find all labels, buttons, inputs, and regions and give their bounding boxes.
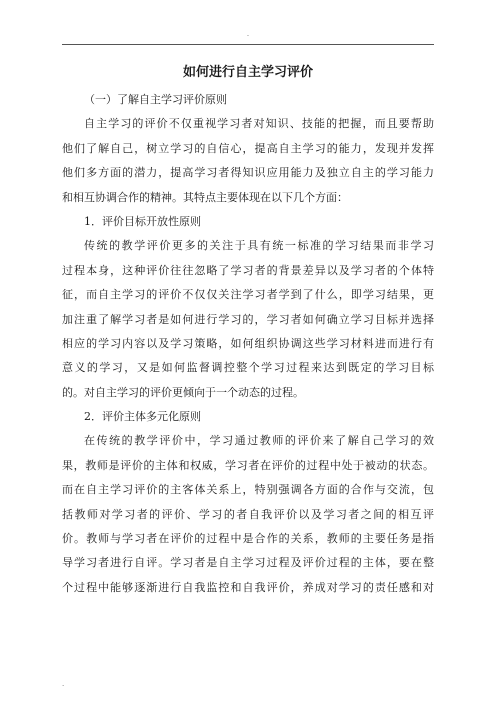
paragraph-line: 和相互协调合作的精神。其特点主要体现在以下几个方面： <box>62 190 348 204</box>
paragraph-line: 果，教师是评价的主体和权威，学习者在评价的过程中处于被动的状态。 <box>62 458 434 472</box>
paragraph-line: 他们多方面的潜力，提高学习者得知识应用能力及独立自主的学习能力 <box>62 166 434 180</box>
paragraph-line: 意义的学习，又是如何监督调控整个学习过程来达到既定的学习目标 <box>62 361 434 375</box>
footer-mark: . <box>62 680 65 688</box>
paragraph-line: 导学习者进行自评。学习者是自主学习过程及评价过程的主体，要在整 <box>62 556 434 570</box>
subsection-heading: 1．评价目标开放性原则 <box>84 214 201 228</box>
paragraph-line: 加注重了解学习者是如何进行学习的，学习者如何确立学习目标并选择 <box>62 312 434 326</box>
paragraph-line: 个过程中能够逐渐进行自我监控和自我评价，养成对学习的责任感和对 <box>62 580 434 594</box>
document-title: 如何进行自主学习评价 <box>182 65 313 80</box>
header-mark: . <box>246 30 250 38</box>
paragraph-line: 在传统的教学评价中，学习通过教师的评价来了解自己学习的效 <box>84 434 434 448</box>
paragraph-line: 价。教师与学习者在评价的过程中是合作的关系，教师的主要任务是指 <box>62 532 434 546</box>
header-rule <box>62 44 434 45</box>
paragraph-line: 而在自主学习评价的主客体关系上，特别强调各方面的合作与交流，包 <box>62 483 434 497</box>
document-body <box>62 62 434 600</box>
paragraph-line: 传统的教学评价更多的关注于具有统一标准的学习结果而非学习 <box>84 239 434 253</box>
paragraph-line: 自主学习的评价不仅重视学习者对知识、技能的把握，而且要帮助 <box>84 117 434 131</box>
paragraph-line: 相应的学习内容以及学习策略，如何组织协调这些学习材料进而进行有 <box>62 336 434 350</box>
subsection-heading: 2．评价主体多元化原则 <box>84 410 201 424</box>
paragraph-line: 括教师对学习者的评价、学习的者自我评价以及学习者之间的相互评 <box>62 507 434 521</box>
paragraph-line: 他们了解自己，树立学习的自信心，提高自主学习的能力，发现并发挥 <box>62 141 434 155</box>
paragraph-line: 过程本身，这种评价往往忽略了学习者的背景差异以及学习者的个体特 <box>62 263 434 277</box>
paragraph-line: 征，而自主学习的评价不仅仅关注学习者学到了什么，即学习结果，更 <box>62 288 434 302</box>
section-heading: （一）了解自主学习评价原则 <box>84 93 227 106</box>
paragraph-line: 的。对自主学习的评价更倾向于一个动态的过程。 <box>62 385 304 399</box>
